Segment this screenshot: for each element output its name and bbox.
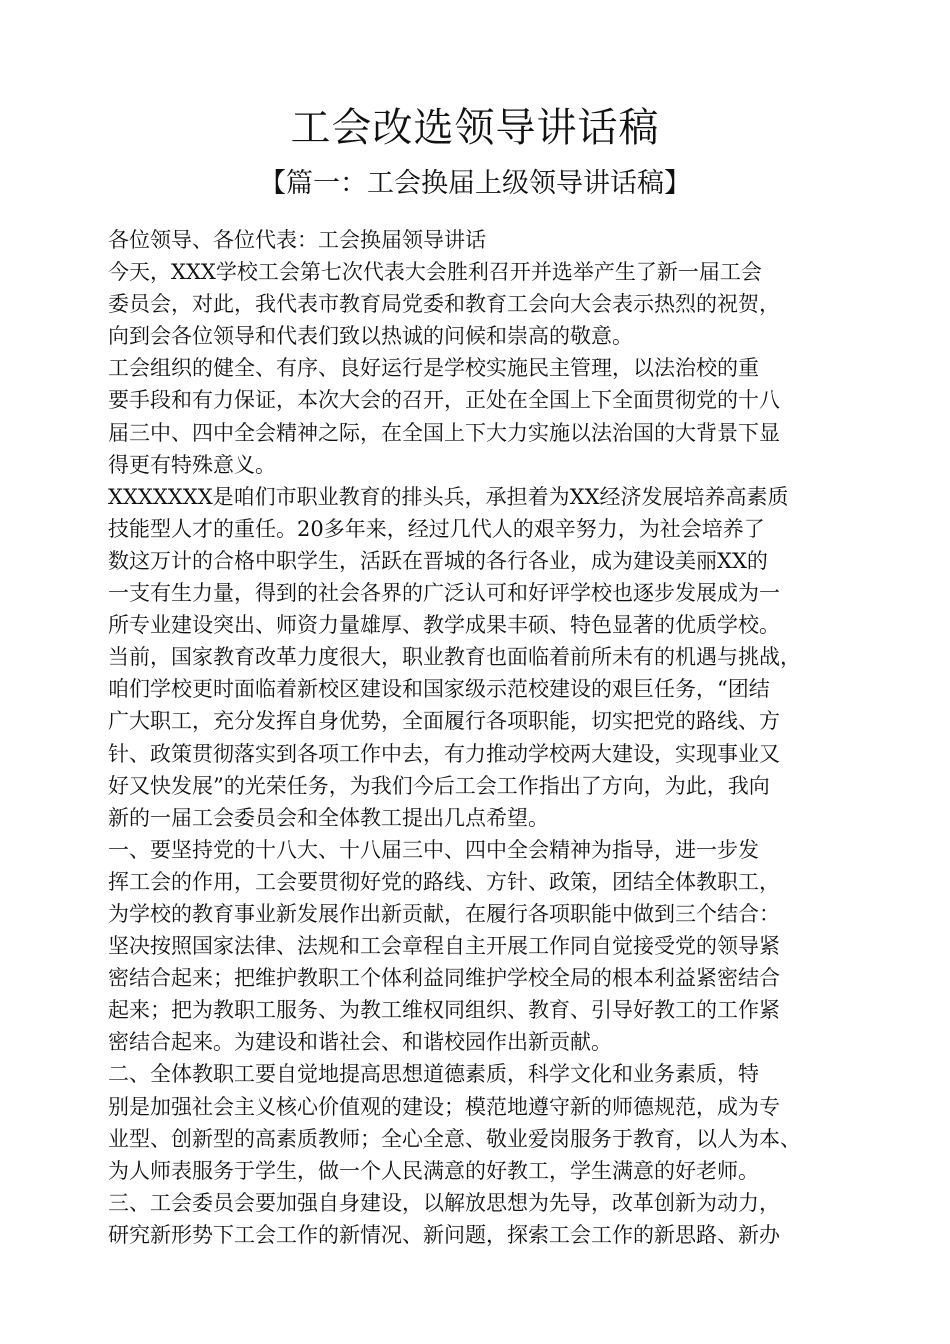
body-text-line: 工会组织的健全、有序、良好运行是学校实施民主管理，以法治校的重 bbox=[108, 356, 759, 381]
document-subtitle: 【篇一：工会换届上级领导讲话稿】 bbox=[259, 168, 691, 199]
body-text-line: 坚决按照国家法律、法规和工会章程自主开展工作同自觉接受党的领导紧 bbox=[108, 934, 780, 959]
document-title: 工会改选领导讲话稿 bbox=[290, 105, 660, 151]
body-text-line: 别是加强社会主义核心价值观的建设；模范地遵守新的师德规范，成为专 bbox=[108, 1094, 780, 1119]
body-text-line: 起来；把为教职工服务、为教工维权同组织、教育、引导好教工的工作紧 bbox=[108, 998, 780, 1023]
body-text-line: 数这万计的合格中职学生，活跃在晋城的各行各业，成为建设美丽XX的 bbox=[108, 548, 768, 573]
body-text-line: 得更有特殊意义。 bbox=[108, 452, 276, 477]
body-text-line: 密结合起来。为建设和谐社会、和谐校园作出新贡献。 bbox=[108, 1030, 612, 1055]
body-text-line: 三、工会委员会要加强自身建设，以解放思想为先导，改革创新为动力， bbox=[108, 1190, 780, 1215]
body-text-line: 所专业建设突出、师资力量雄厚、教学成果丰硕、特色显著的优质学校。 bbox=[108, 613, 780, 638]
body-text-line: 要手段和有力保证，本次大会的召开，正处在全国上下全面贯彻党的十八 bbox=[108, 388, 780, 413]
body-text-line: 委员会，对此，我代表市教育局党委和教育工会向大会表示热烈的祝贺， bbox=[108, 292, 780, 317]
body-text-line: 广大职工，充分发挥自身优势，全面履行各项职能，切实把党的路线、方 bbox=[108, 709, 780, 734]
body-text-line: 好又快发展”的光荣任务，为我们今后工会工作指出了方向，为此，我向 bbox=[108, 773, 770, 798]
document-body bbox=[108, 224, 868, 1251]
body-text-line: 为学校的教育事业新发展作出新贡献，在履行各项职能中做到三个结合： bbox=[108, 901, 780, 926]
body-text-line: 二、全体教职工要自觉地提高思想道德素质，科学文化和业务素质，特 bbox=[108, 1062, 759, 1087]
body-text-line: 密结合起来；把维护教职工个体利益同维护学校全局的根本利益紧密结合 bbox=[108, 966, 780, 991]
body-text-line: 各位领导、各位代表：工会换届领导讲话 bbox=[108, 228, 486, 252]
body-text-line: 业型、创新型的高素质教师；全心全意、敬业爱岗服务于教育，以人为本、 bbox=[108, 1126, 801, 1151]
body-text-line: 当前，国家教育改革力度很大，职业教育也面临着前所未有的机遇与挑战， bbox=[108, 645, 801, 670]
body-text-line: 一、要坚持党的十八大、十八届三中、四中全会精神为指导，进一步发 bbox=[108, 837, 759, 862]
body-text-line: 今天，XXX学校工会第七次代表大会胜利召开并选举产生了新一届工会 bbox=[108, 260, 762, 285]
body-text-line: 技能型人才的重任。20多年来，经过几代人的艰辛努力，为社会培养了 bbox=[108, 516, 765, 541]
body-text-line: 为人师表服务于学生，做一个人民满意的好教工，学生满意的好老师。 bbox=[108, 1158, 759, 1183]
body-text-line: 一支有生力量，得到的社会各界的广泛认可和好评学校也逐步发展成为一 bbox=[108, 581, 780, 606]
body-text-line: 向到会各位领导和代表们致以热诚的问候和崇高的敬意。 bbox=[108, 324, 633, 349]
body-text-line: 新的一届工会委员会和全体教工提出几点希望。 bbox=[108, 805, 549, 830]
body-text-line: 针、政策贯彻落实到各项工作中去，有力推动学校两大建设，实现事业又 bbox=[108, 741, 780, 766]
body-text-line: 挥工会的作用，工会要贯彻好党的路线、方针、政策，团结全体教职工， bbox=[108, 869, 780, 894]
body-text-line: 研究新形势下工会工作的新情况、新问题，探索工会工作的新思路、新办 bbox=[108, 1222, 780, 1247]
body-text-line: 咱们学校更时面临着新校区建设和国家级示范校建设的艰巨任务，“团结 bbox=[108, 677, 770, 702]
body-text-line: XXXXXXX是咱们市职业教育的排头兵，承担着为XX经济发展培养高素质 bbox=[108, 484, 789, 509]
body-text-line: 届三中、四中全会精神之际，在全国上下大力实施以法治国的大背景下显 bbox=[108, 420, 780, 445]
